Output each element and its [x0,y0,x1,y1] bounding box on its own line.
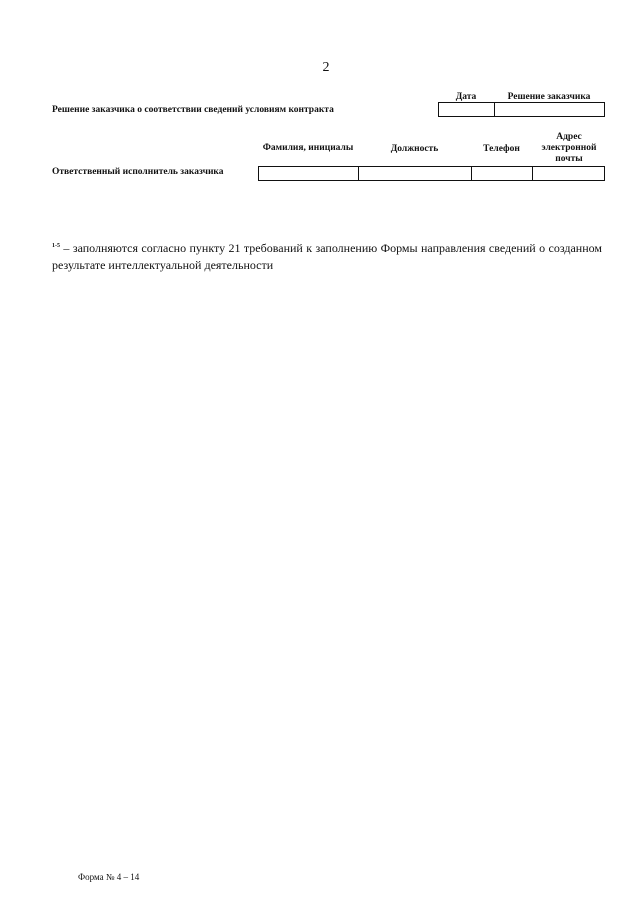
date-column-header: Дата [455,92,477,102]
email-field[interactable] [532,166,605,181]
responsible-row-label: Ответственный исполнитель заказчика [52,167,224,177]
decision-row-label: Решение заказчика о соответствии сведений условиям контракта [52,105,334,115]
email-column-header: Адрес электронной почты [541,132,597,164]
footnote-marker: 1-5 [52,243,60,249]
position-field[interactable] [358,166,472,181]
name-column-header: Фамилия, инициалы [262,143,354,153]
position-column-header: Должность [390,144,439,154]
footnote [52,238,602,274]
decision-value-field[interactable] [494,102,605,117]
page-number: 2 [322,60,330,75]
name-field[interactable] [258,166,359,181]
decision-date-field[interactable] [438,102,495,117]
phone-field[interactable] [471,166,533,181]
form-number: Форма № 4 – 14 [78,872,140,882]
phone-column-header: Телефон [483,144,520,154]
decision-column-header: Решение заказчика [507,92,591,102]
footnote-text: – заполняются согласно пункту 21 требований к заполнению Формы направления сведений о созданном результате интеллектуальной деятельности [52,241,603,272]
